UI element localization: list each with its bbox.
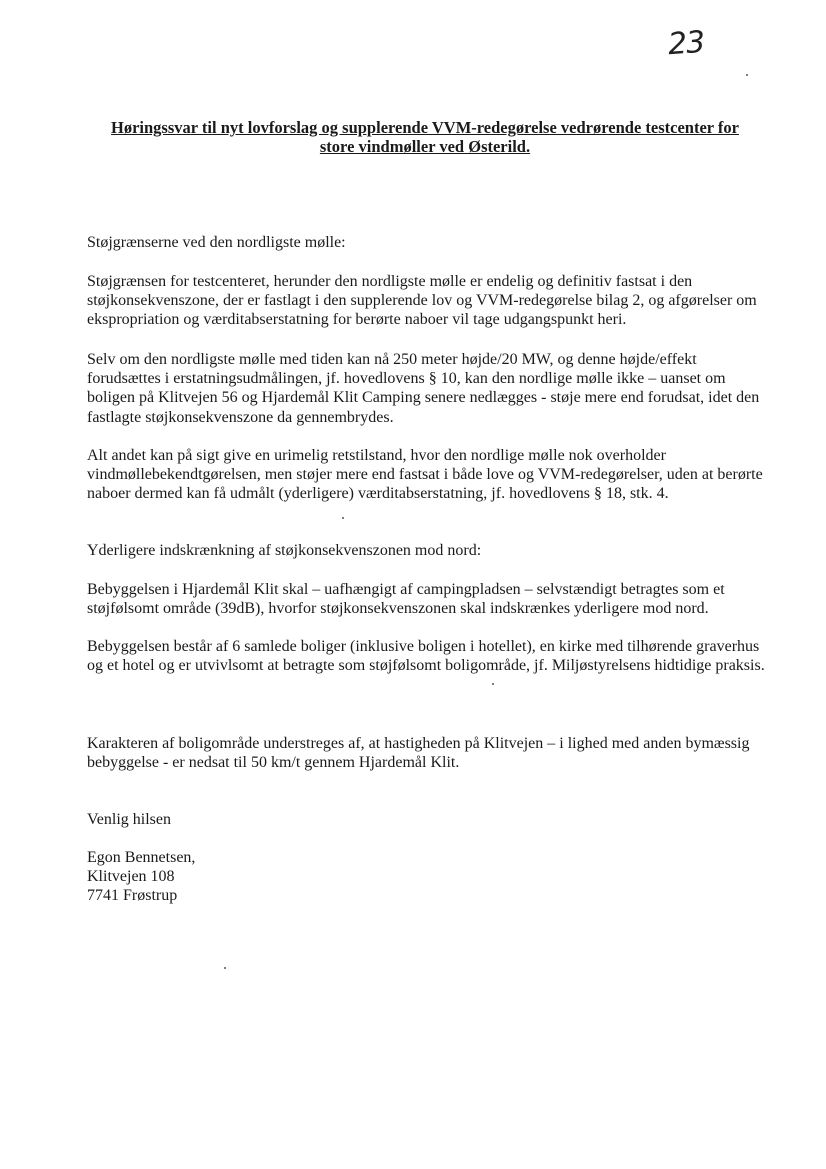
- paragraph-noise-limit-definition: Støjgrænsen for testcenteret, herunder den nordligste mølle er endelig og definitiv fastsat i den støjkonsekvenszone, der er fastlagt i den supplerende lov og VVM-redegørelse bilag 2, og afgørelser om ekspropriation og værditabserstatning for berørte naboer vil tage udgangspunkt heri.: [87, 273, 757, 329]
- paragraph-noise-sensitive-area: Bebyggelsen i Hjardemål Klit skal – uafhængigt af campingpladsen – selvstændigt betragtes som et støjfølsomt område (39dB), hvorfor støjkonsekvenszonen skal indskrænkes yderligere mod nord.: [87, 581, 725, 618]
- paragraph-northern-turbine: Selv om den nordligste mølle med tiden kan nå 250 meter højde/20 MW, og denne højde/effekt forudsættes i erstatningsudmålingen, jf. hovedlovens § 10, kan den nordlige mølle ikke – uanset om boligen på Klitvejen 56 og Hjardemål Klit Camping senere nedlægges - støje mere end forudsat, idet den fastlagte støjkonsekvenszone da gennembrydes.: [87, 351, 760, 426]
- signature-name: Egon Bennetsen,: [87, 849, 196, 866]
- signature-street: Klitvejen 108: [87, 868, 175, 886]
- document-title: [100, 118, 750, 156]
- section-heading-noise-limits: Støjgrænserne ved den nordligste mølle:: [87, 234, 346, 251]
- paragraph-legal-consequence: Alt andet kan på sigt give en urimelig retstilstand, hvor den nordlige mølle nok overholder vindmøllebekendtgørelsen, men støjer mere end fastsat i både love og VVM-redegørelser, uden at berørte naboer dermed kan få udmålt (yderligere) værditabserstatning, jf. hovedlovens § 18, stk. 4.: [87, 447, 763, 503]
- section-heading-zone-reduction: Yderligere indskrænkning af støjkonsekvenszonen mod nord:: [87, 542, 482, 559]
- title-line-1: Høringssvar til nyt lovforslag og supplerende VVM-redegørelse vedrørende testcenter for: [111, 118, 739, 137]
- paragraph-speed-limit: Karakteren af boligområde understreges af, at hastigheden på Klitvejen – i lighed med anden bymæssig bebyggelse - er nedsat til 50 km/t gennem Hjardemål Klit.: [87, 735, 750, 772]
- handwritten-page-number: 23: [666, 24, 706, 63]
- signature-city: 7741 Frøstrup: [87, 887, 178, 905]
- scan-speck: [746, 74, 748, 76]
- title-line-2: store vindmøller ved Østerild.: [319, 137, 531, 156]
- scan-speck: [224, 967, 226, 969]
- scan-speck: [342, 517, 344, 519]
- scan-speck: [492, 683, 494, 685]
- paragraph-settlement-description: Bebyggelsen består af 6 samlede boliger (inklusive boligen i hotellet), en kirke med tilhørende graverhus og et hotel og er utvivlsomt at betragte som støjfølsomt boligområde, jf. Miljøstyrelsens hidtidige praksis.: [87, 638, 765, 675]
- closing-greeting: Venlig hilsen: [87, 811, 171, 828]
- signature-block: [87, 848, 767, 906]
